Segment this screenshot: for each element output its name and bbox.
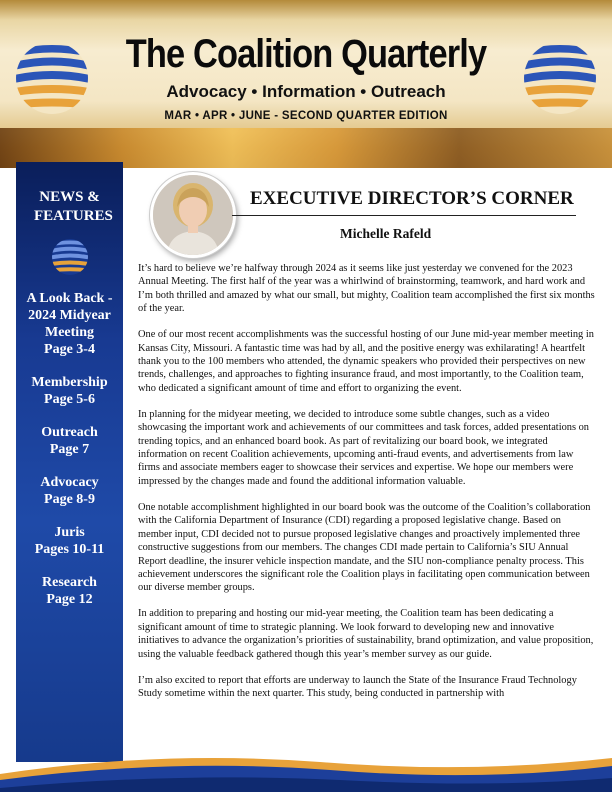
sidebar-item-title: Advocacy — [40, 475, 99, 490]
sidebar-item-pages: Page 7 — [49, 442, 90, 457]
sidebar-item-outreach[interactable] — [16, 424, 123, 458]
sidebar-item-pages: Page 8-9 — [44, 492, 95, 507]
article-paragraph: In planning for the midyear meeting, we decided to introduce some subtle changes, such as a video showcasing the important work and achievements of our committees and task forces, added presentations on trending topics, and an enhanced board book. As part of revitalizing our board book, we integrated information on recent Coalition achievements, upcoming anti-fraud events, and advertisements from law firms and associate members eager to showcase their services and expertise. We hope our members were impressed by the changes made and found the additional information valuable. — [138, 408, 589, 487]
sidebar-item-title: Membership — [31, 375, 108, 390]
sidebar-item-pages: Pages 10-11 — [34, 542, 105, 557]
newsletter-title: The Coalition Quarterly — [125, 32, 487, 76]
sidebar-item-title: Juris — [54, 525, 85, 540]
sidebar-item-title: Research — [42, 575, 97, 590]
sidebar-nav — [16, 290, 123, 624]
sidebar-item-title: Outreach — [41, 425, 98, 440]
sidebar-item-pages: Page 12 — [46, 592, 93, 607]
article-paragraph: One of our most recent accomplishments was the successful hosting of our June mid-year member meeting in Kansas City, Missouri. A fantastic time was had by all, and the positive energy was exhilarating! A heartfelt thank you to the 100 members who attended, the dynamic speakers who provided their perspectives on new trends, challenges, and approaches to fighting insurance fraud, and most importantly, to the Coalition team, who dedicated a significant amount of time and effort to organizing the event. — [138, 329, 594, 394]
sidebar-item-advocacy[interactable] — [16, 474, 123, 508]
masthead — [0, 0, 612, 168]
article-author: Michelle Rafeld — [340, 226, 432, 241]
article-title: EXECUTIVE DIRECTOR’S CORNER — [250, 188, 574, 209]
article-paragraph: One notable accomplishment highlighted in our board book was the outcome of the Coalition’s collaboration with the California Department of Insurance (CDI) regarding a proposed legislative change. Based on member input, CDI decided not to pursue proposed legislative changes and proactively implemented three constructive suggestions from our members. The changes CDI made pertain to California’s SIU Annual Report deadline, the insurer vehicle inspection mandate, and the SIU non-compliance penalty process. This achievement underscores the significant role the Coalition plays in facilitating open communication between our diverse member groups. — [138, 501, 591, 594]
sidebar-item-midyear-meeting[interactable] — [16, 290, 123, 358]
sidebar-heading: NEWS & FEATURES — [34, 189, 113, 224]
article-paragraph: In addition to preparing and hosting our mid-year meeting, the Coalition team has been dedicating a significant amount of time to strategic planning. We look forward to developing new and innovative initiatives to advance the organization’s priorities of sustainability, brand optimization, and value proposition, using the valuable feedback gathered though this year’s member survey as our guide. — [138, 608, 594, 660]
striped-globe-icon — [51, 238, 89, 281]
sidebar-item-pages: Page 5-6 — [44, 392, 95, 407]
sidebar — [16, 162, 123, 762]
title-divider — [232, 215, 576, 216]
sidebar-item-juris[interactable] — [16, 524, 123, 558]
article-body — [138, 262, 597, 713]
article-paragraph: It’s hard to believe we’re halfway through 2024 as it seems like just yesterday we convened for the 2023 Annual Meeting. The first half of the year was a whirlwind of brainstorming, teamwork, and hard work and I’m both thrilled and amazed by what our small, but mighty, Coalition team accomplished the first six months of the year. — [138, 263, 595, 315]
newsletter-tagline: Advocacy • Information • Outreach — [166, 82, 446, 101]
sidebar-item-membership[interactable] — [16, 374, 123, 408]
article-paragraph: I’m also excited to report that efforts are underway to launch the State of the Insurance Fraud Technology Study sometime within the next quarter. This study, being conducted in partnership with — [138, 674, 577, 699]
sidebar-item-pages: Page 3-4 — [44, 342, 95, 357]
sidebar-item-research[interactable] — [16, 574, 123, 608]
edition-label: MAR • APR • JUNE - SECOND QUARTER EDITION — [164, 110, 448, 122]
footer-wave — [0, 744, 612, 792]
author-photo — [150, 172, 236, 258]
sidebar-item-title: A Look Back - 2024 Midyear Meeting — [26, 291, 113, 340]
